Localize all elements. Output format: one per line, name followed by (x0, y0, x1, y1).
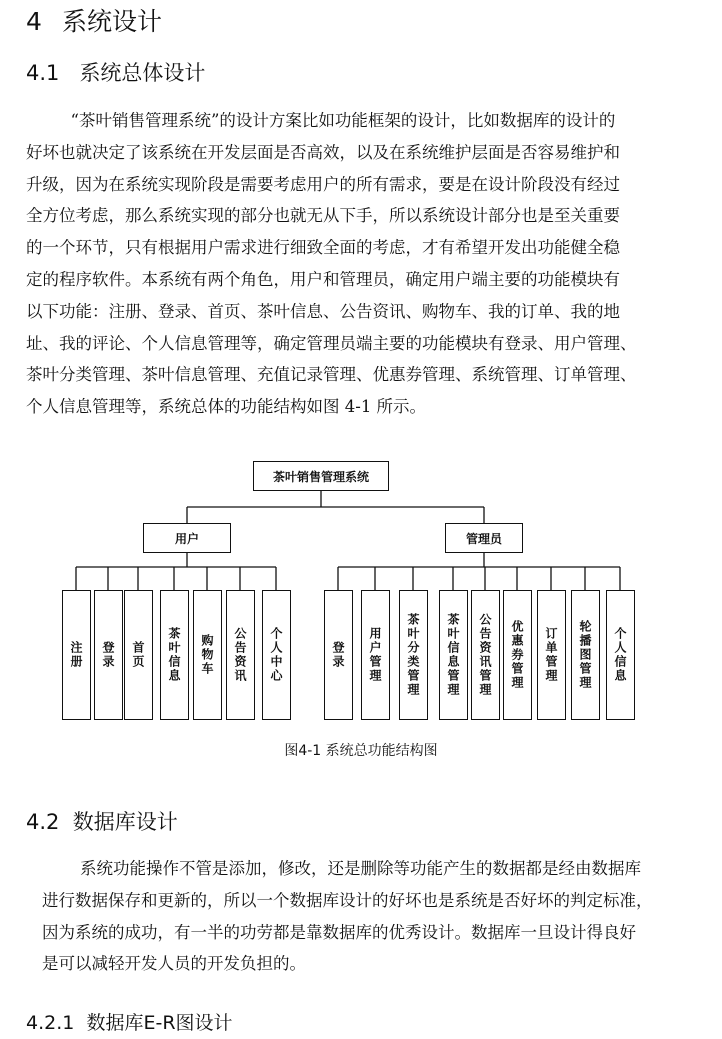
root-node: 茶叶销售管理系统 (253, 461, 389, 491)
admin-leaf-personal-info (606, 590, 635, 720)
admin-leaf-login (324, 590, 353, 720)
leaf-label: 茶叶分类管理 (406, 613, 420, 697)
paragraph-line: 进行数据保存和更新的，所以一个数据库设计的好坏也是系统是否好坏的判定标准， (42, 890, 653, 910)
paragraph-line: 全方位考虑，那么系统实现的部分也就无从下手，所以系统设计部分也是至关重要 (26, 206, 620, 226)
leaf-label: 公告资讯 (233, 627, 247, 683)
chapter-number: 4 (26, 7, 42, 36)
paragraph-line: 以下功能：注册、登录、首页、茶叶信息、公告资讯、购物车、我的订单、我的地 (26, 301, 620, 321)
section-title: 数据库设计 (72, 810, 178, 834)
admin-leaf-tea-info (439, 590, 468, 720)
leaf-label: 用户管理 (368, 627, 382, 683)
leaf-label: 首页 (131, 641, 145, 669)
function-structure-diagram (0, 455, 722, 735)
leaf-label: 轮播图管理 (578, 620, 592, 690)
leaf-label: 注册 (69, 641, 83, 669)
user-leaf-cart (193, 590, 222, 720)
admin-leaf-carousel (571, 590, 600, 720)
admin-leaf-coupons (503, 590, 532, 720)
paragraph-line: 个人信息管理等，系统总体的功能结构如图 4-1 所示。 (26, 397, 427, 417)
subsection-title: 数据库E-R图设计 (86, 1012, 233, 1034)
paragraph-line: 茶叶分类管理、茶叶信息管理、充值记录管理、优惠券管理、系统管理、订单管理、 (26, 365, 637, 385)
chapter-title: 系统设计 (62, 7, 163, 36)
user-leaf-login (94, 590, 123, 720)
subsection-heading-4-2-1 (26, 1008, 233, 1035)
paragraph-line: 好坏也就决定了该系统在开发层面是否高效，以及在系统维护层面是否容易维护和 (26, 142, 620, 162)
admin-leaf-user-management (361, 590, 390, 720)
figure-caption: 图4-1 系统总功能结构图 (284, 743, 438, 759)
leaf-label: 个人信息 (613, 627, 627, 683)
paragraph-line: 因为系统的成功，有一半的功劳都是靠数据库的优秀设计。数据库一旦设计得良好 (42, 922, 636, 942)
admin-node: 管理员 (445, 523, 523, 553)
subsection-number: 4.2.1 (26, 1012, 75, 1034)
leaf-label: 茶叶信息管理 (446, 613, 460, 697)
user-leaf-personal-center (262, 590, 291, 720)
paragraph-line: 的一个环节，只有根据用户需求进行细致全面的考虑，才有希望开发出功能健全稳 (26, 238, 620, 258)
leaf-label: 优惠券管理 (510, 620, 524, 690)
user-leaf-announcements (226, 590, 255, 720)
section-number: 4.1 (26, 61, 60, 85)
section-heading-4-1 (26, 57, 205, 87)
intro-paragraph (26, 105, 698, 423)
paragraph-line: 升级，因为在系统实现阶段是需要考虑用户的所有需求，要是在设计阶段没有经过 (26, 174, 620, 194)
paragraph-line: 址、我的评论、个人信息管理等，确定管理员端主要的功能模块有登录、用户管理、 (26, 333, 637, 353)
leaf-label: 个人中心 (269, 627, 283, 683)
paragraph-line: 定的程序软件。本系统有两个角色，用户和管理员，确定用户端主要的功能模块有 (26, 269, 620, 289)
user-leaf-home (124, 590, 153, 720)
user-leaf-register (62, 590, 91, 720)
paragraph-line: 是可以减轻开发人员的开发负担的。 (42, 954, 306, 974)
paragraph-line: “茶叶销售管理系统”的设计方案比如功能框架的设计，比如数据库的设计的 (70, 111, 616, 130)
leaf-label: 登录 (101, 641, 115, 669)
user-leaf-tea-info (160, 590, 189, 720)
admin-leaf-orders (537, 590, 566, 720)
chapter-heading (26, 2, 162, 38)
admin-leaf-tea-category (399, 590, 428, 720)
database-paragraph (42, 853, 702, 980)
paragraph-line: 系统功能操作不管是添加，修改，还是删除等功能产生的数据都是经由数据库 (79, 859, 641, 878)
section-number: 4.2 (26, 810, 60, 834)
user-node: 用户 (143, 523, 231, 553)
leaf-label: 茶叶信息 (167, 627, 181, 683)
leaf-label: 订单管理 (544, 627, 558, 683)
leaf-label: 登录 (331, 641, 345, 669)
section-heading-4-2 (26, 806, 178, 836)
leaf-label: 公告资讯管理 (478, 613, 492, 697)
section-title: 系统总体设计 (79, 61, 206, 85)
admin-leaf-announcements (471, 590, 500, 720)
leaf-label: 购物车 (200, 634, 214, 676)
